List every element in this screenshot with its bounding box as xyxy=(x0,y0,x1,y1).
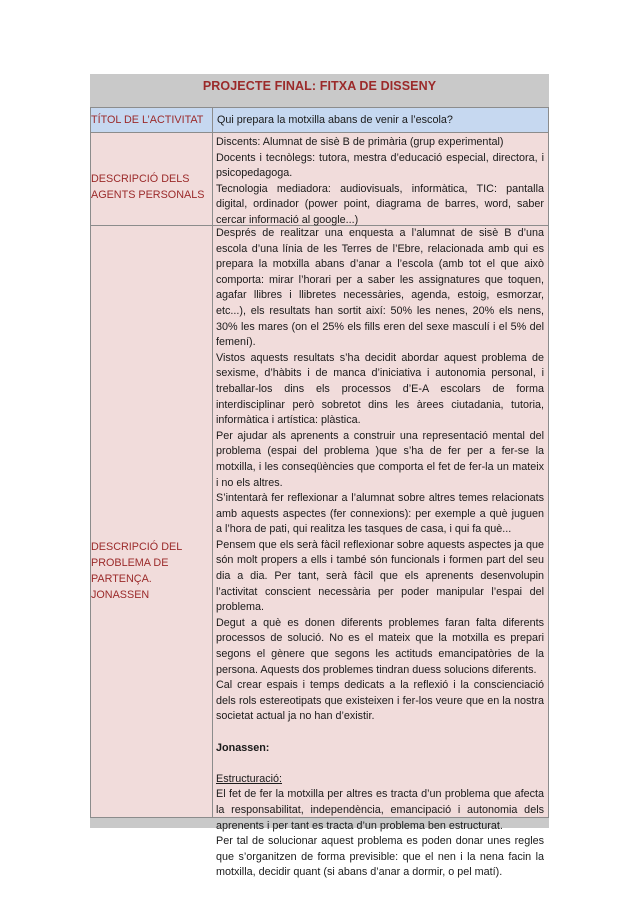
spacer xyxy=(216,756,544,772)
problem-paragraph: Pensem que els serà fàcil reflexionar sobre aquests aspectes ja que són molt propers a ells i també són funcionals i formen part del seu dia a dia. Per tant, serà fàcil que els aprenents desenvolupin l’activitat conscient necessària per poder manipular l’espai del problema. xyxy=(216,538,544,614)
agents-label-line1: DESCRIPCIÓ DELS xyxy=(91,173,190,185)
problem-label xyxy=(91,539,211,603)
jonassen-heading: Jonassen: xyxy=(216,741,270,754)
problem-text-cell xyxy=(213,226,548,879)
structure-heading: Estructuració: xyxy=(216,772,283,785)
design-sheet xyxy=(90,74,549,879)
agents-label-line2: AGENTS PERSONALS xyxy=(91,189,205,201)
spacer xyxy=(216,725,544,741)
structure-paragraph: El fet de fer la motxilla per altres es tracta d’un problema que afecta la responsabilitat, independència, emancipació i autonomia dels aprenents i per tant es tracta d’un problema ben estructurat. xyxy=(216,788,544,832)
activity-title-value: Qui prepara la motxilla abans de venir a l’escola? xyxy=(217,114,453,126)
page-title: PROJECTE FINAL: FITXA DE DISSENY xyxy=(202,79,437,93)
title-band xyxy=(90,74,549,107)
agents-text xyxy=(216,135,544,229)
activity-title-label: TÍTOL DE L’ACTIVITAT xyxy=(91,114,204,126)
agents-row xyxy=(90,133,549,226)
problem-paragraph: S’intentarà fer reflexionar a l’alumnat sobre altres temes relacionats amb aquests aspectes (fer connexions): per exemple a què juguen a l’hora de pati, qui realitza les tasques de casa, i qui fa què... xyxy=(216,492,544,536)
problem-paragraph: Cal crear espais i temps dedicats a la reflexió i la conscienciació dels rols estereotipats que existeixen i fer-los veure que en la nostra societat actual ja no han d’existir. xyxy=(216,679,544,723)
problem-paragraph: Per ajudar als aprenents a construir una representació mental del problema (espai del problema )que s’ha de fer per a fer-se la motxilla, i les conseqüències que comporta el fet de fer-la un mateix i no els altres. xyxy=(216,429,544,489)
problem-label-line1: DESCRIPCIÓ DEL xyxy=(91,541,183,553)
agents-text-cell xyxy=(213,133,548,225)
agents-paragraph: Discents: Alumnat de sisè B de primària (grup experimental) xyxy=(216,136,504,148)
activity-title-row xyxy=(90,107,549,133)
agents-paragraph: Docents i tecnòlegs: tutora, mestra d’educació especial, directora, i psicopedagoga. xyxy=(216,151,544,180)
problem-label-line2: PROBLEMA DE xyxy=(91,557,169,569)
problem-label-cell xyxy=(91,226,213,817)
structure-paragraph: Per tal de solucionar aquest problema es poden donar unes regles que s’organitzen de forma previsible: que el nen i la nena facin la motxilla, decidir quant (si abans d’anar a dormir, o pel matí). xyxy=(216,835,544,879)
problem-label-line3: PARTENÇA. JONASSEN xyxy=(91,573,152,601)
problem-row xyxy=(90,226,549,879)
agents-label xyxy=(91,171,211,203)
agents-paragraph: Tecnologia mediadora: audiovisuals, informàtica, TIC: pantalla digital, ordinador (power point, diagrama de barres, word, saber cercar informació al google...) xyxy=(216,182,544,226)
agents-label-cell xyxy=(91,133,213,225)
problem-text xyxy=(216,226,544,881)
problem-paragraph: Vistos aquests resultats s’ha decidit abordar aquest problema de sexisme, d’hàbits i de manca d’iniciativa i autonomia personal, i treballar-los dins els processos d’E-A escolars de forma interdisciplinar però sobretot dins les àrees ciutadania, tutoria, informàtica i artística: plàstica. xyxy=(216,351,544,427)
problem-paragraph: Degut a què es donen diferents problemes faran falta diferents processos de solució. No es el mateix que la motxilla es prepari segons el gènere que segons les actituds emancipatòries de la persona. Aquests dos problemes tindran duess solucions diferents. xyxy=(216,616,544,676)
activity-title-value-cell xyxy=(213,108,548,132)
activity-title-label-cell xyxy=(91,108,213,132)
problem-paragraph: Després de realitzar una enquesta a l’alumnat de sisè B d’una escola d’una línia de les Terres de l’Ebre, relacionada amb qui es prepara la motxilla abans d’anar a l’escola (amb tot el que això comporta: mirar l’horari per a saber les assignatures que toquen, agafar llibres i llibretes necessàries, agenda, estoig, esmorzar, etc...), els resultats han sortit així: 50% les nenes, 20% els nens, 30% les mares (on el 25% els fills eren del sexe masculí i el 5% del femení). xyxy=(216,227,544,349)
